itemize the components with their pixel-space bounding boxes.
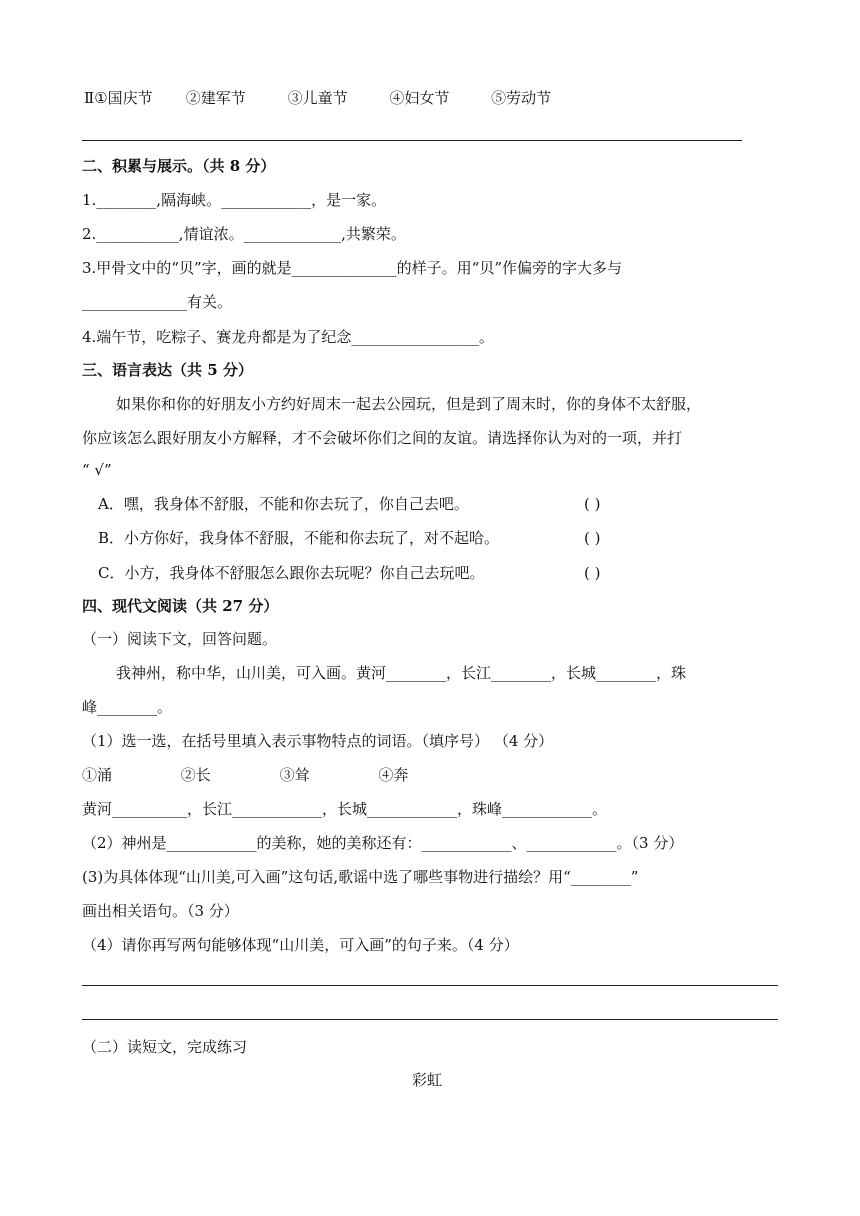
- question-4-1: （1）选一选，在括号里填入表示事物特点的词语。（填序号） （4 分）: [82, 732, 554, 750]
- choice-c: C．小方，我身体不舒服怎么跟你去玩呢？你自己去玩吧。: [98, 564, 485, 582]
- scenario-line-2: 你应该怎么跟好朋友小方解释，才不会破坏你们之间的友谊。请选择你认为对的一项，并打: [82, 429, 683, 447]
- question-4-2: （2）神州是____________的美称，她的美称还有：____________、____________。（3 分）: [82, 834, 684, 852]
- question-2-3-line2: ______________有关。: [82, 293, 233, 311]
- part-2-title: （二）读短文，完成练习: [82, 1038, 248, 1056]
- scenario-line-3: “ √”: [82, 461, 112, 479]
- question-2-1: 1.________,隔海峡。____________，是一家。: [82, 191, 387, 209]
- option-3: ③儿童节: [287, 89, 348, 107]
- question-4-3-line1: (3)为具体体现“山川美,可入画”这句话,歌谣中选了哪些事物进行描绘？用“________”: [82, 868, 639, 886]
- choice-b-bracket[interactable]: ( ): [584, 529, 601, 547]
- word-2: ②长: [180, 766, 211, 784]
- word-1: ①涌: [82, 766, 113, 784]
- option-4: ④妇女节: [389, 89, 450, 107]
- question-2-2: 2.___________,情谊浓。_____________,共繁荣。: [82, 225, 406, 243]
- fill-in-line: 黄河__________，长江____________，长城____________，珠峰____________。: [82, 800, 608, 818]
- option-2: ②建军节: [185, 89, 246, 107]
- choice-b: B．小方你好，我身体不舒服，不能和你去玩了，对不起哈。: [98, 529, 500, 547]
- article-title: 彩虹: [412, 1071, 443, 1089]
- word-choices: [82, 765, 408, 785]
- question-2-3-line1: 3.甲骨文中的“贝”字，画的就是______________的样子。用“贝”作偏旁的字大多与: [82, 259, 622, 277]
- choice-c-bracket[interactable]: ( ): [584, 564, 601, 582]
- reading-text-line-1: 我神州，称中华，山川美，可入画。黄河________，长江________，长城________，珠: [116, 664, 687, 682]
- answer-line: [82, 140, 742, 141]
- question-4-4: （4）请你再写两句能够体现“山川美，可入画”的句子来。（4 分）: [82, 936, 519, 954]
- choice-a: A．嘿，我身体不舒服，不能和你去玩了，你自己去吧。: [98, 495, 469, 513]
- section-2-title: 二、积累与展示。（共 8 分）: [82, 157, 276, 175]
- choice-a-bracket[interactable]: ( ): [584, 495, 601, 513]
- option-5: ⑤劳动节: [491, 89, 552, 107]
- section-3-title: 三、语言表达（共 5 分）: [82, 361, 253, 379]
- reading-text-line-2: 峰________。: [82, 698, 173, 716]
- festival-options: [84, 88, 551, 108]
- part-1-title: （一）阅读下文，回答问题。: [82, 630, 278, 648]
- option-1: Ⅱ①国庆节: [84, 89, 153, 107]
- word-4: ④奔: [378, 766, 409, 784]
- word-3: ③耸: [279, 766, 310, 784]
- section-4-title: 四、现代文阅读（共 27 分）: [82, 597, 279, 615]
- question-4-3-line2: 画出相关语句。（3 分）: [82, 902, 239, 920]
- scenario-line-1: 如果你和你的好朋友小方约好周末一起去公园玩，但是到了周末时，你的身体不太舒服，: [116, 395, 702, 413]
- question-2-4: 4.端午节，吃粽子、赛龙舟都是为了纪念_________________。: [82, 328, 494, 346]
- answer-line: [82, 985, 778, 986]
- answer-line: [82, 1019, 778, 1020]
